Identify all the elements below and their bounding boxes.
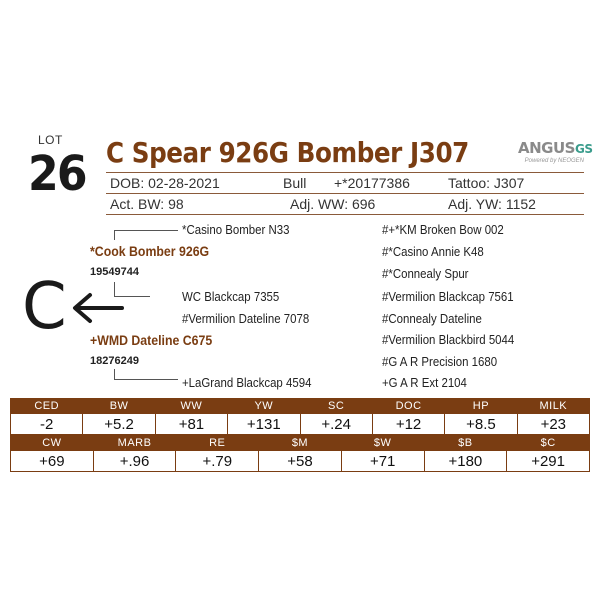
dob-text: DOB: 02-28-2021 xyxy=(110,175,220,191)
animal-name: C Spear 926G Bomber J307 xyxy=(106,136,469,169)
tattoo-text: Tattoo: J307 xyxy=(448,175,525,191)
pedigree-right-item: #*Connealy Spur xyxy=(382,266,469,281)
epd-header: DOC xyxy=(372,399,444,414)
sire-sire-name: *Casino Bomber N33 xyxy=(182,222,290,237)
epd-value: +23 xyxy=(517,414,589,435)
sire-dam-name: #Vermilion Dateline 7078 xyxy=(182,311,310,326)
epd-header: MILK xyxy=(517,399,589,414)
epd-value: +71 xyxy=(341,451,424,472)
pedigree-connector xyxy=(114,369,115,379)
registration-number: +*20177386 xyxy=(334,175,410,191)
sire-registration: 19549744 xyxy=(90,266,139,278)
epd-header: $W xyxy=(341,436,424,451)
adjusted-yw-text: Adj. YW: 1152 xyxy=(448,196,536,212)
epd-value: +69 xyxy=(11,451,94,472)
epd-value: +.24 xyxy=(300,414,372,435)
lot-label: LOT xyxy=(38,133,63,147)
pedigree-right-item: +G A R Ext 2104 xyxy=(382,375,467,390)
pedigree-right-item: #+*KM Broken Bow 002 xyxy=(382,222,504,237)
actual-bw-text: Act. BW: 98 xyxy=(110,196,184,212)
epd-table-2 xyxy=(10,435,590,472)
divider-bottom xyxy=(106,214,584,215)
epd-value: +12 xyxy=(372,414,444,435)
epd-value: +5.2 xyxy=(83,414,155,435)
pedigree-right-item: #Vermilion Blackcap 7561 xyxy=(382,289,514,304)
epd-header: CW xyxy=(11,436,94,451)
epd-header: $B xyxy=(424,436,507,451)
epd-header: MARB xyxy=(93,436,176,451)
divider-top xyxy=(106,172,584,173)
pedigree-connector xyxy=(114,230,115,240)
epd-header: SC xyxy=(300,399,372,414)
arrow-left-icon xyxy=(70,292,126,324)
sex-text: Bull xyxy=(283,175,307,191)
pedigree-right-item: #Vermilion Blackbird 5044 xyxy=(382,332,515,347)
lot-number: 26 xyxy=(28,146,86,202)
pedigree-connector xyxy=(114,379,178,380)
pedigree-right-item: #G A R Precision 1680 xyxy=(382,354,498,369)
epd-header: RE xyxy=(176,436,259,451)
epd-value: +58 xyxy=(259,451,342,472)
epd-header: YW xyxy=(228,399,300,414)
logo-suffix-text: GS xyxy=(574,142,593,156)
angus-gs-logo xyxy=(518,139,593,166)
epd-value: +.79 xyxy=(176,451,259,472)
c-marker: C xyxy=(22,270,67,344)
epd-table-1 xyxy=(10,398,590,435)
epd-value: +131 xyxy=(228,414,300,435)
logo-main-text: ANGUS xyxy=(518,139,575,157)
dam-name: +WMD Dateline C675 xyxy=(90,332,213,348)
epd-header: HP xyxy=(445,399,517,414)
epd-value: +.96 xyxy=(93,451,176,472)
pedigree-right-item: #*Casino Annie K48 xyxy=(382,244,484,259)
epd-header: $M xyxy=(259,436,342,451)
dam-dam-name: +LaGrand Blackcap 4594 xyxy=(182,375,312,390)
epd-header: WW xyxy=(155,399,227,414)
epd-header: CED xyxy=(11,399,83,414)
epd-value: -2 xyxy=(11,414,83,435)
sire-name: *Cook Bomber 926G xyxy=(90,243,210,259)
epd-value: +291 xyxy=(507,451,590,472)
pedigree-right-item: #Connealy Dateline xyxy=(382,311,482,326)
epd-header: BW xyxy=(83,399,155,414)
pedigree-connector xyxy=(114,230,178,231)
sire-dam-sire-name: WC Blackcap 7355 xyxy=(182,289,280,304)
logo-subtitle: Powered by NEOGEN xyxy=(524,158,584,164)
epd-value: +8.5 xyxy=(445,414,517,435)
divider-middle xyxy=(106,193,584,194)
epd-header: $C xyxy=(507,436,590,451)
adjusted-ww-text: Adj. WW: 696 xyxy=(290,196,376,212)
epd-value: +81 xyxy=(155,414,227,435)
epd-value: +180 xyxy=(424,451,507,472)
dam-registration: 18276249 xyxy=(90,355,139,367)
